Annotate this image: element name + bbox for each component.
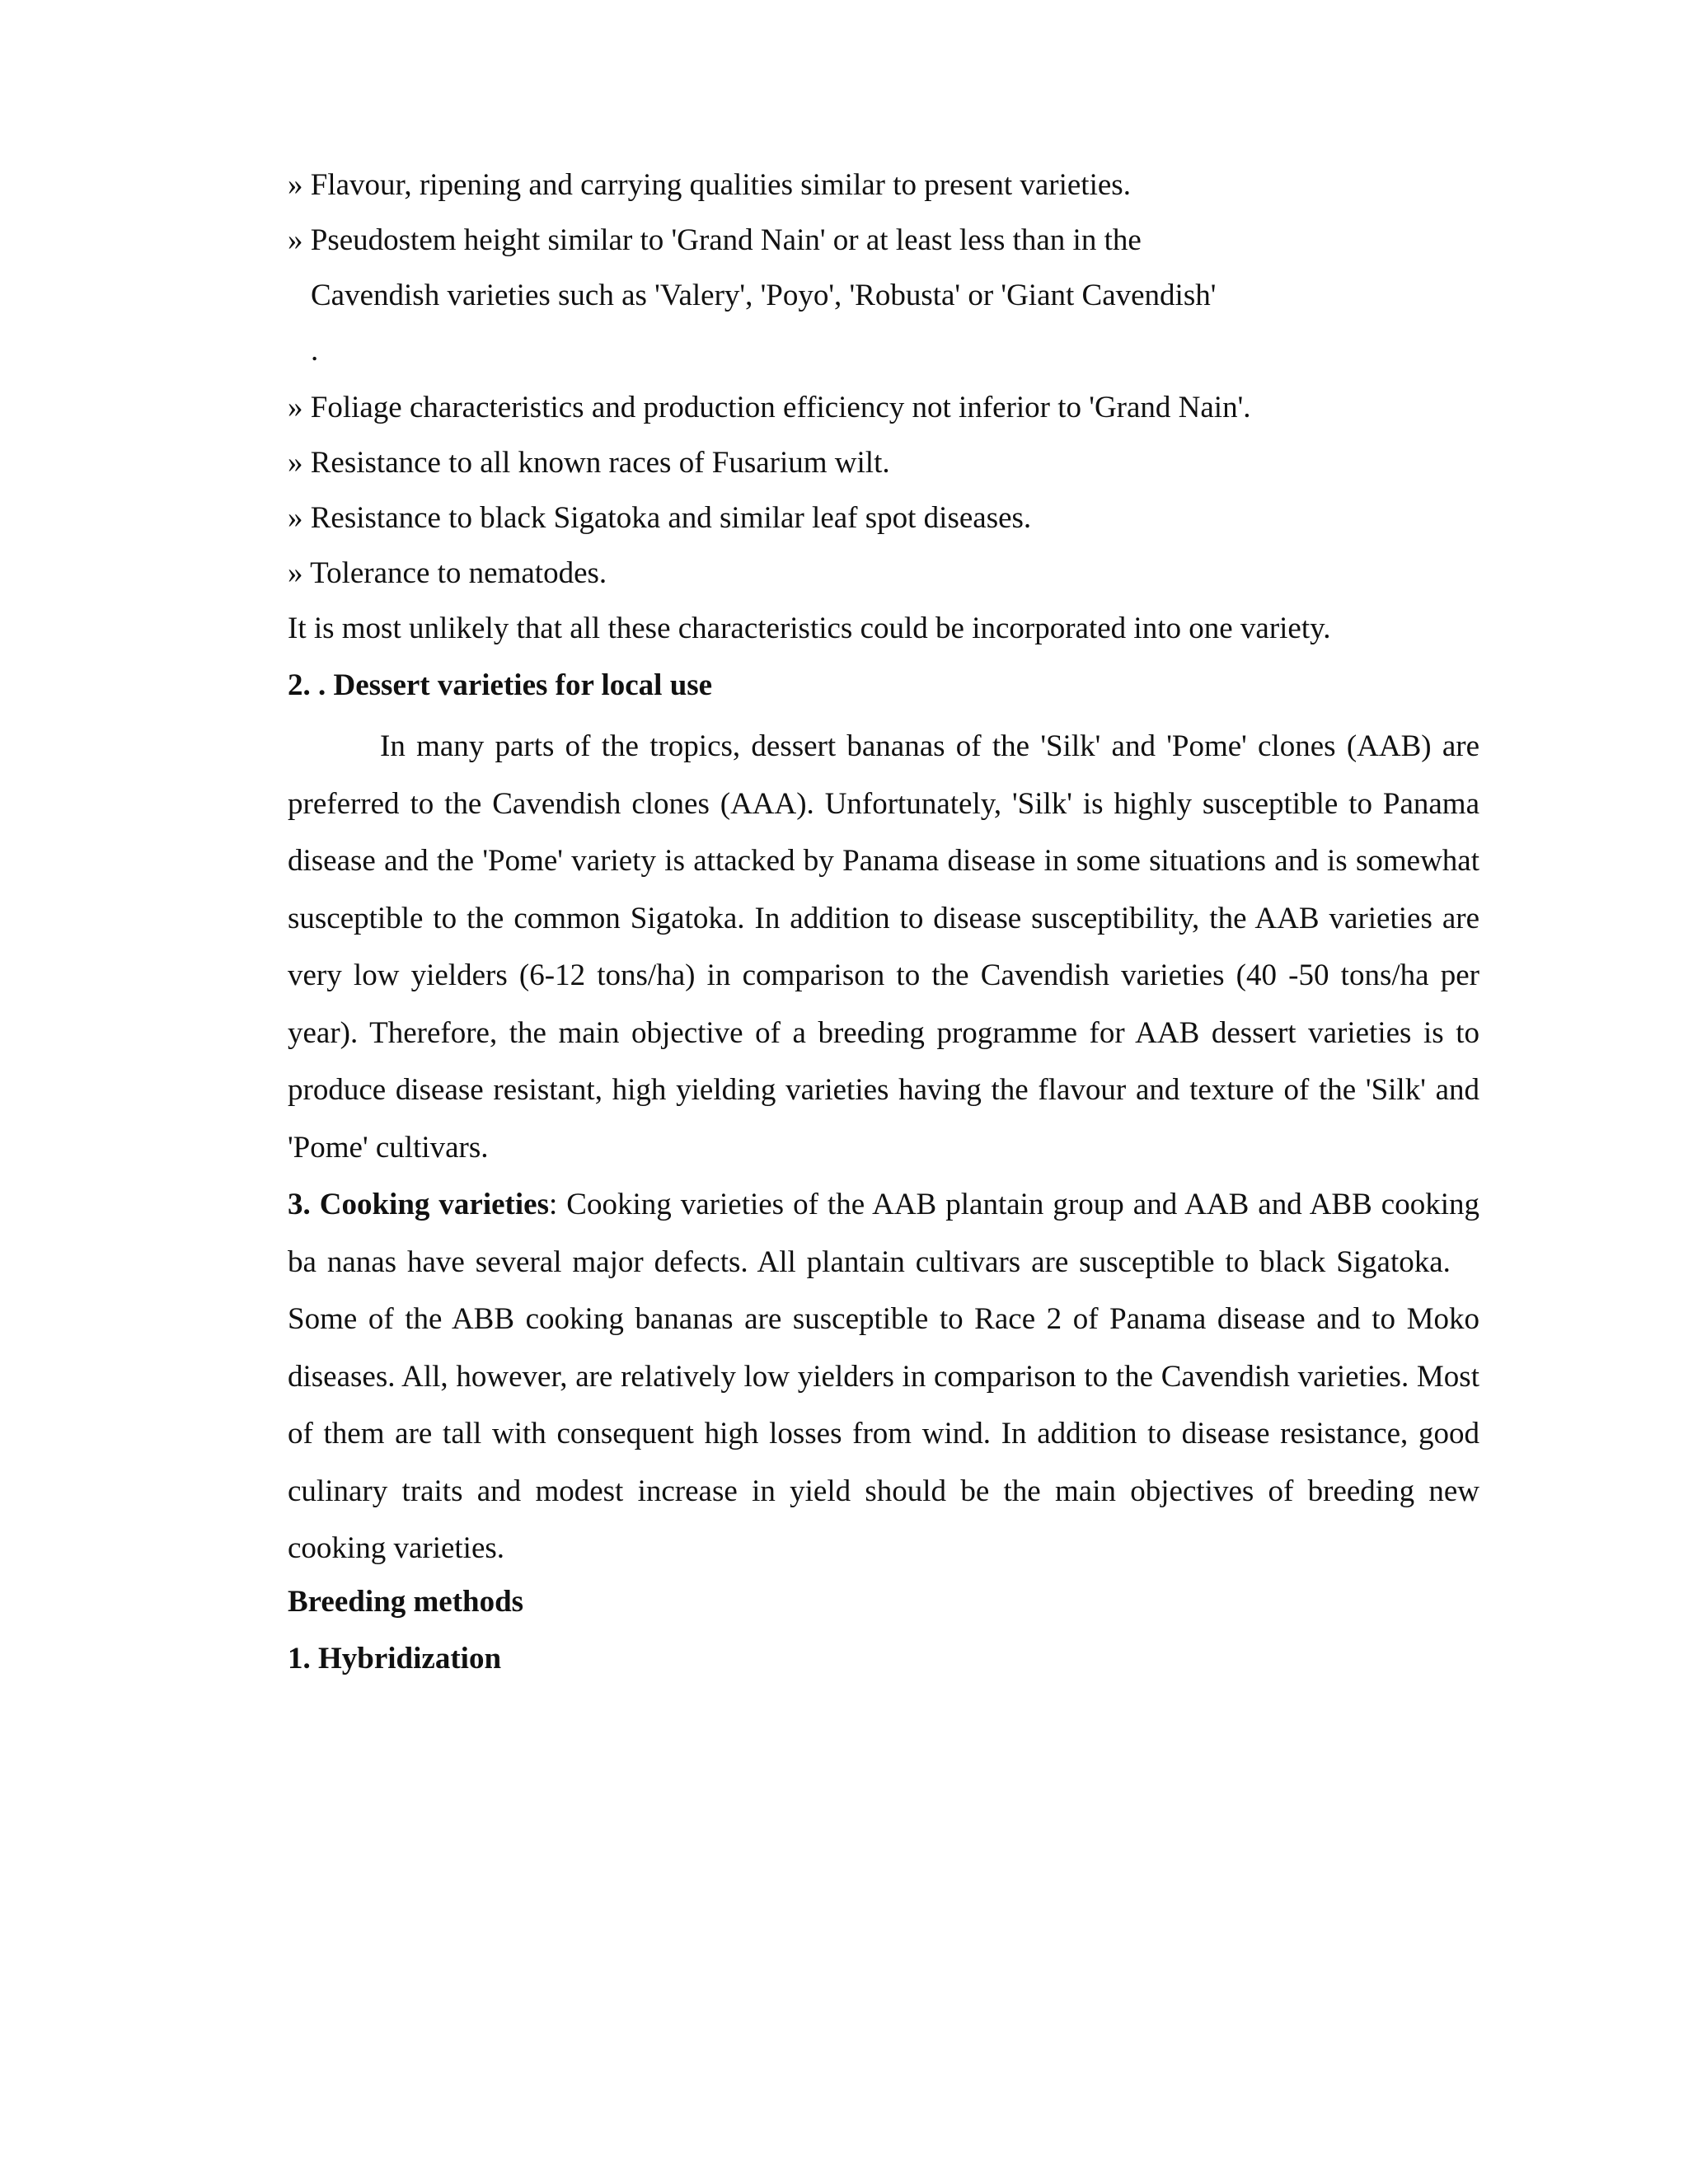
bullet-foliage: » Foliage characteristics and production efficiency not inferior to 'Grand Nain'. — [288, 391, 1251, 424]
bullet-sigatoka: » Resistance to black Sigatoka and similar leaf spot diseases. — [288, 501, 1032, 535]
section-text-cooking: : Cooking varieties of the AAB plantain group and AAB and ABB cooking ba nanas have several major defects. All plantain cultivars are susceptible to black Sigatoka. Some of the ABB cooking bananas are susceptible to Race 2 of Panama disease and to Moko diseases. All, however, are relatively low yielders in comparison to the Cavendish varieties. Most of them are tall with consequent high losses from wind. In addition to disease resistance, good culinary traits and modest increase in yield should be the main objectives of breeding new cooking varieties. — [288, 1188, 1479, 1565]
bullet-nematodes: » Tolerance to nematodes. — [288, 556, 607, 590]
summary-sentence: It is most unlikely that all these characteristics could be incorporated into one variety. — [288, 612, 1331, 645]
section-heading-dessert: 2. . Dessert varieties for local use — [288, 668, 713, 702]
bullet-pseudostem-line1: » Pseudostem height similar to 'Grand Nain' or at least less than in the — [288, 223, 1142, 257]
bullet-flavour: » Flavour, ripening and carrying qualities similar to present varieties. — [288, 168, 1131, 202]
subheading-hybridization: 1. Hybridization — [288, 1641, 502, 1675]
section-heading-breeding-methods: Breeding methods — [288, 1584, 524, 1619]
bullet-pseudostem-line3: . — [311, 334, 319, 368]
document-page — [288, 161, 1479, 1691]
section-heading-cooking: 3. Cooking varieties — [288, 1188, 549, 1221]
section-body-cooking — [288, 1176, 1479, 1577]
section-body-dessert: In many parts of the tropics, dessert bananas of the 'Silk' and 'Pome' clones (AAB) are preferred to the Cavendish clones (AAA). Unfortunately, 'Silk' is highly susceptible to Panama disease and the 'Pome' variety is attacked by Panama disease in some situations and is somewhat susceptible to the common Sigatoka. In addition to disease susceptibility, the AAB varieties are very low yielders (6-12 tons/ha) in comparison to the Cavendish varieties (40 -50 tons/ha per year). Therefore, the main objective of a breeding programme for AAB dessert varieties is to produce disease resistant, high yielding varieties having the flavour and texture of the 'Silk' and 'Pome' cultivars. — [288, 729, 1479, 1165]
bullet-fusarium: » Resistance to all known races of Fusarium wilt. — [288, 446, 890, 480]
bullet-pseudostem-line2: Cavendish varieties such as 'Valery', 'Poyo', 'Robusta' or 'Giant Cavendish' — [311, 279, 1217, 312]
